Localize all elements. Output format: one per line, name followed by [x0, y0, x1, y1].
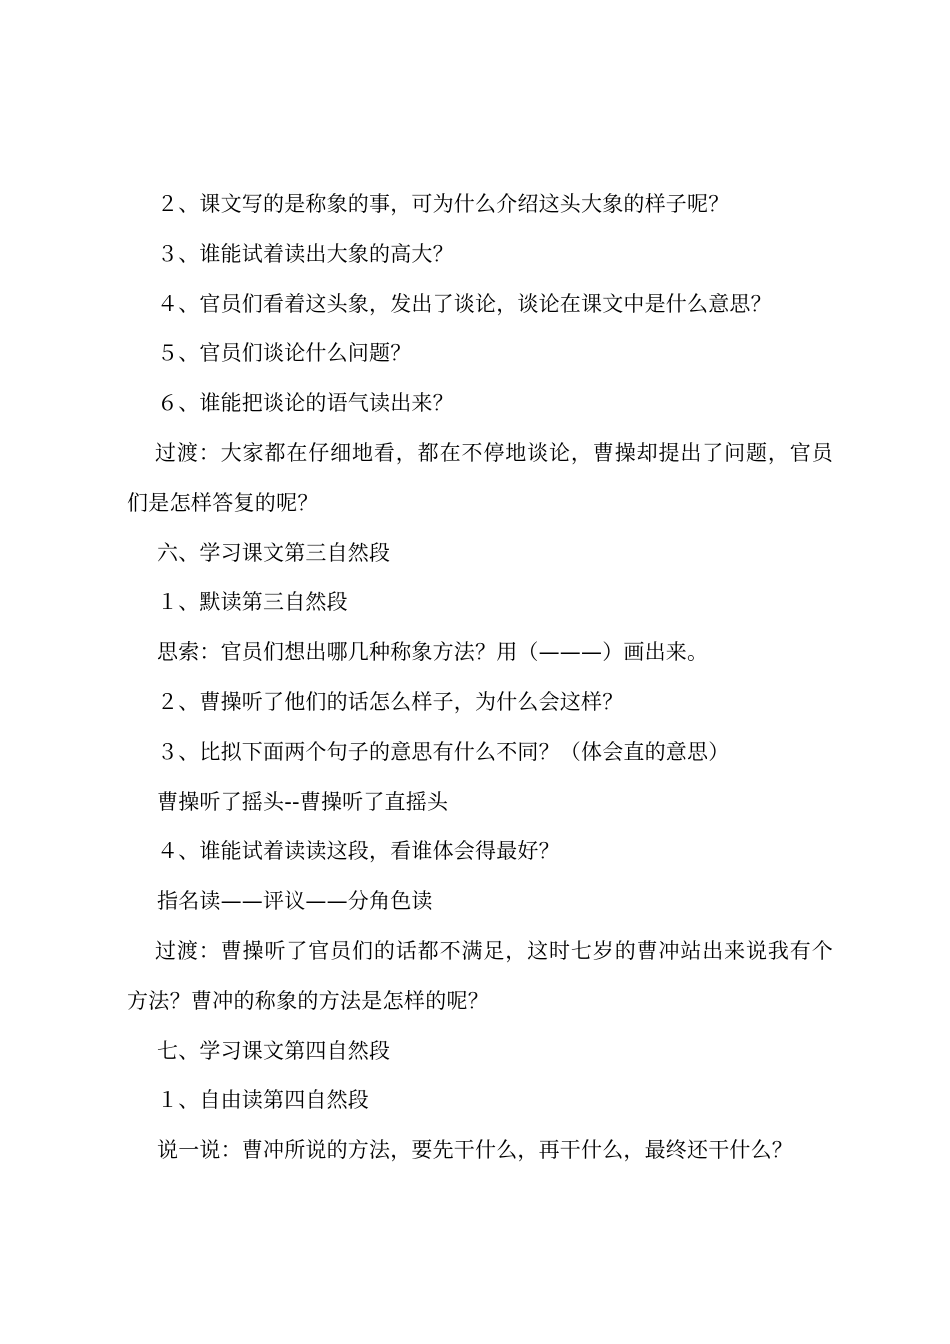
- paragraph-step-3: ３、比拟下面两个句子的意思有什么不同？（体会直的意思）: [157, 739, 730, 764]
- paragraph-question-3: ３、谁能试着读出大象的高大？: [157, 241, 454, 266]
- paragraph-step-1: １、默读第三自然段: [157, 590, 348, 615]
- section-heading-7: 七、学习课文第四自然段: [157, 1038, 391, 1063]
- paragraph-compare: 曹操听了摇头--曹操听了直摇头: [157, 789, 449, 814]
- paragraph-question-6: ６、谁能把谈论的语气读出来？: [157, 391, 454, 416]
- paragraph-think: 思索：官员们想出哪几种称象方法？用（———）画出来。: [157, 640, 709, 665]
- paragraph-reading: 指名读——评议——分角色读: [157, 889, 433, 914]
- paragraph-question-4: ４、官员们看着这头象，发出了谈论，谈论在课文中是什么意思？: [157, 291, 772, 316]
- paragraph-question-2: ２、课文写的是称象的事，可为什么介绍这头大象的样子呢？: [157, 192, 730, 216]
- paragraph-discuss: 说一说：曹冲所说的方法，要先干什么，再干什么，最终还干什么？: [157, 1138, 793, 1163]
- paragraph-transition-2: 过渡：曹操听了官员们的话都不满足，这时七岁的曹冲站出来说我有个方法？曹冲的称象的方法是怎样的呢？: [127, 938, 833, 1013]
- paragraph-question-5: ５、官员们谈论什么问题？: [157, 341, 412, 366]
- paragraph-step-4: ４、谁能试着读读这段，看谁体会得最好？: [157, 839, 560, 864]
- paragraph-step-1b: １、自由读第四自然段: [157, 1088, 369, 1113]
- document-body: [127, 180, 833, 1176]
- paragraph-step-2: ２、曹操听了他们的话怎么样子，为什么会这样？: [157, 689, 624, 714]
- paragraph-transition-1: 过渡：大家都在仔细地看，都在不停地谈论，曹操却提出了问题，官员们是怎样答复的呢？: [127, 440, 833, 515]
- section-heading-6: 六、学习课文第三自然段: [157, 540, 391, 565]
